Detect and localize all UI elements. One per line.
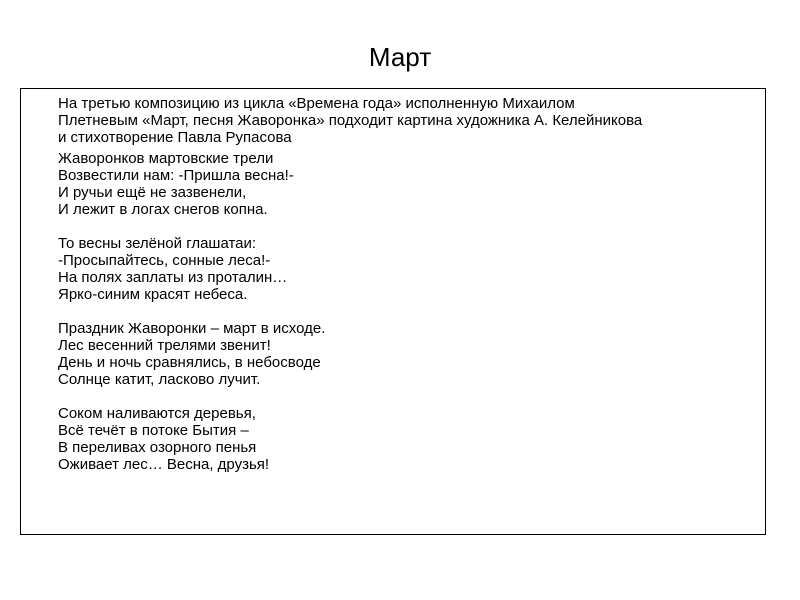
- poem-line: То весны зелёной глашатаи:: [58, 235, 257, 252]
- poem-line: Соком наливаются деревья,: [58, 405, 256, 422]
- poem-line: В переливах озорного пенья: [58, 439, 257, 456]
- poem-stanza-2: [58, 235, 758, 303]
- poem-stanza-3: [58, 320, 758, 388]
- poem-line: И лежит в логах снегов копна.: [58, 201, 268, 218]
- content-box: [20, 88, 766, 535]
- poem-line: Лес весенний трелями звенит!: [58, 337, 271, 354]
- poem-line: Солнце катит, ласково лучит.: [58, 371, 261, 388]
- intro-line: и стихотворение Павла Рупасова: [58, 129, 292, 146]
- poem-line: День и ночь сравнялись, в небосводе: [58, 354, 321, 371]
- poem-line: Возвестили нам: -Пришла весна!-: [58, 167, 294, 184]
- poem-line: -Просыпайтесь, сонные леса!-: [58, 252, 271, 269]
- intro-line: Плетневым «Март, песня Жаворонка» подходит картина художника А. Келейникова: [58, 112, 643, 129]
- poem-stanza-4: [58, 405, 758, 473]
- slide-title: Март: [368, 42, 432, 72]
- poem: [58, 150, 758, 490]
- intro-paragraph: [58, 95, 763, 146]
- poem-line: Всё течёт в потоке Бытия –: [58, 422, 249, 439]
- poem-line: На полях заплаты из проталин…: [58, 269, 288, 286]
- intro-line: На третью композицию из цикла «Времена года» исполненную Михаилом: [58, 95, 575, 112]
- poem-stanza-1: [58, 150, 758, 218]
- poem-line: Праздник Жаворонки – март в исходе.: [58, 320, 326, 337]
- poem-line: Оживает лес… Весна, друзья!: [58, 456, 270, 473]
- poem-line: Жаворонков мартовские трели: [58, 150, 274, 167]
- poem-line: Ярко-синим красят небеса.: [58, 286, 248, 303]
- poem-line: И ручьи ещё не зазвенели,: [58, 184, 247, 201]
